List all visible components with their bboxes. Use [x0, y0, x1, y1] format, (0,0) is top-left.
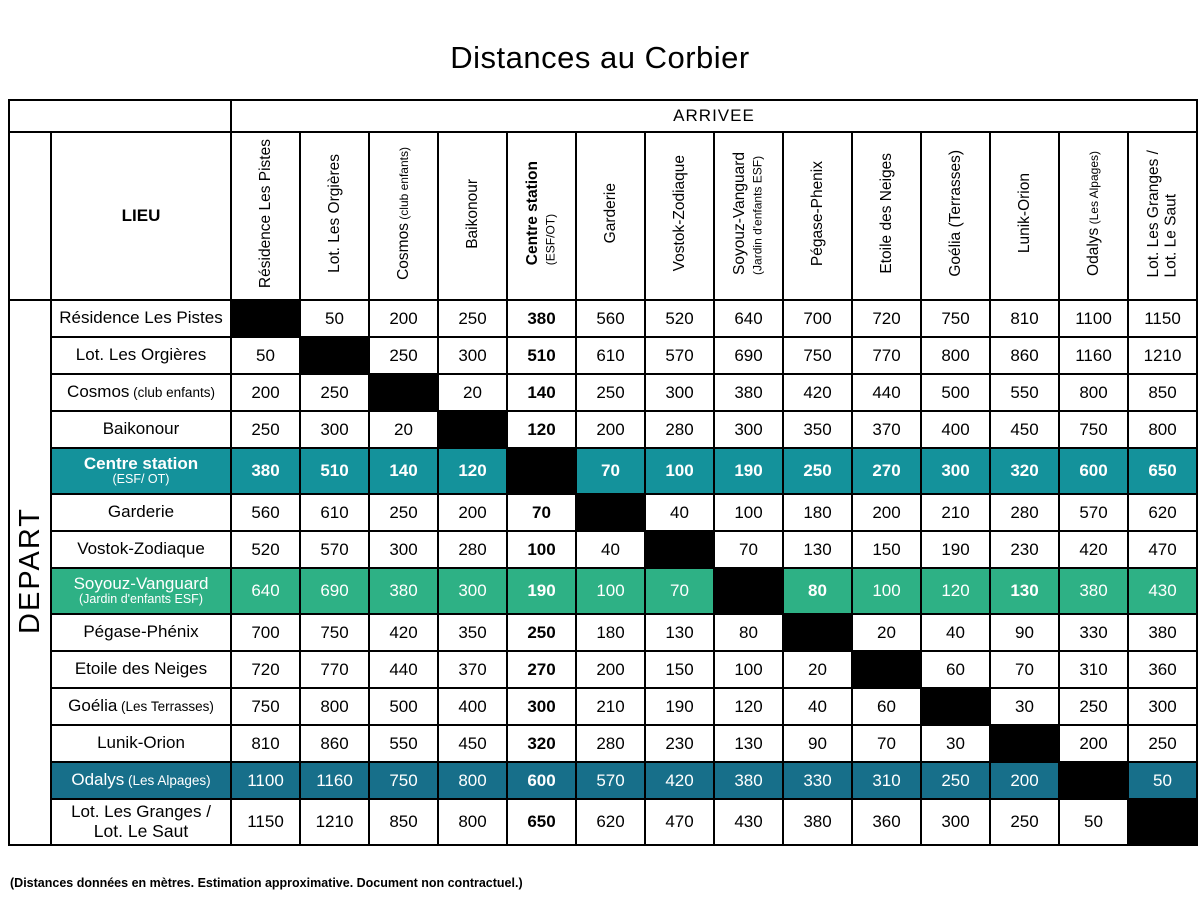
row-header: Pégase-Phénix [51, 614, 231, 651]
distance-cell: 360 [1128, 651, 1197, 688]
distance-cell: 200 [576, 411, 645, 448]
column-header [369, 132, 438, 300]
distance-cell: 250 [438, 300, 507, 337]
column-header-text: Lot. Les Granges / Lot. Le Saut [1145, 149, 1180, 278]
distance-cell: 570 [576, 762, 645, 799]
distance-cell: 330 [1059, 614, 1128, 651]
distance-cell: 250 [507, 614, 576, 651]
distance-cell: 1100 [1059, 300, 1128, 337]
table-row [9, 799, 1197, 845]
distance-cell: 1100 [231, 762, 300, 799]
distance-cell: 40 [576, 531, 645, 568]
distance-cell: 720 [852, 300, 921, 337]
distance-cell: 250 [921, 762, 990, 799]
depart-header-text: DEPART [13, 506, 46, 634]
distance-cell: 140 [507, 374, 576, 411]
distance-cell: 120 [507, 411, 576, 448]
distance-cell: 40 [645, 494, 714, 531]
distance-cell: 400 [921, 411, 990, 448]
distance-cell: 50 [1059, 799, 1128, 845]
diagonal-cell [1128, 799, 1197, 845]
diagonal-cell [438, 411, 507, 448]
arrivee-row [9, 100, 1197, 132]
row-header: Lot. Les Orgières [51, 337, 231, 374]
distance-cell: 60 [921, 651, 990, 688]
table-row [9, 300, 1197, 337]
distance-cell: 150 [645, 651, 714, 688]
distance-cell: 190 [921, 531, 990, 568]
distance-cell: 750 [369, 762, 438, 799]
distance-cell: 30 [921, 725, 990, 762]
row-header: Lot. Les Granges / Lot. Le Saut [51, 799, 231, 845]
distance-cell: 1160 [300, 762, 369, 799]
distance-cell: 380 [783, 799, 852, 845]
distance-cell: 1160 [1059, 337, 1128, 374]
table-row [9, 337, 1197, 374]
distance-cell: 180 [783, 494, 852, 531]
distance-cell: 100 [714, 651, 783, 688]
distance-cell: 130 [990, 568, 1059, 614]
distance-matrix-wrap [8, 99, 1200, 846]
arrivee-header: ARRIVEE [231, 100, 1197, 132]
distance-cell: 370 [852, 411, 921, 448]
distance-cell: 130 [714, 725, 783, 762]
distance-cell: 1150 [1128, 300, 1197, 337]
distance-cell: 80 [714, 614, 783, 651]
distance-cell: 70 [852, 725, 921, 762]
distance-cell: 200 [369, 300, 438, 337]
table-row [9, 531, 1197, 568]
distance-cell: 850 [369, 799, 438, 845]
distance-cell: 550 [369, 725, 438, 762]
table-row [9, 568, 1197, 614]
distance-cell: 250 [300, 374, 369, 411]
distance-cell: 800 [438, 799, 507, 845]
distance-cell: 330 [783, 762, 852, 799]
distance-cell: 250 [1059, 688, 1128, 725]
distance-cell: 300 [921, 799, 990, 845]
distance-cell: 470 [1128, 531, 1197, 568]
table-row [9, 688, 1197, 725]
distance-cell: 350 [783, 411, 852, 448]
row-header: Centre station (ESF/ OT) [51, 448, 231, 494]
distance-cell: 230 [645, 725, 714, 762]
distance-cell: 320 [990, 448, 1059, 494]
diagonal-cell [369, 374, 438, 411]
table-row [9, 614, 1197, 651]
distance-cell: 520 [645, 300, 714, 337]
distance-cell: 200 [1059, 725, 1128, 762]
column-header-text: Cosmos (club enfants) [394, 147, 412, 280]
row-header: Goélia (Les Terrasses) [51, 688, 231, 725]
distance-cell: 380 [714, 374, 783, 411]
distance-cell: 380 [369, 568, 438, 614]
distance-cell: 380 [1128, 614, 1197, 651]
distance-cell: 120 [921, 568, 990, 614]
row-header: Soyouz-Vanguard (Jardin d'enfants ESF) [51, 568, 231, 614]
distance-cell: 750 [921, 300, 990, 337]
distance-cell: 800 [438, 762, 507, 799]
diagonal-cell [507, 448, 576, 494]
column-header-text: Odalys (Les Alpages) [1084, 151, 1102, 276]
distance-cell: 100 [507, 531, 576, 568]
diagonal-cell [645, 531, 714, 568]
distance-cell: 400 [438, 688, 507, 725]
distance-cell: 300 [369, 531, 438, 568]
distance-cell: 610 [300, 494, 369, 531]
distance-cell: 70 [576, 448, 645, 494]
distance-cell: 510 [507, 337, 576, 374]
distance-cell: 100 [645, 448, 714, 494]
distance-cell: 50 [231, 337, 300, 374]
table-row [9, 411, 1197, 448]
distance-cell: 250 [1128, 725, 1197, 762]
distance-cell: 70 [645, 568, 714, 614]
distance-cell: 570 [1059, 494, 1128, 531]
distance-cell: 70 [714, 531, 783, 568]
distance-cell: 80 [783, 568, 852, 614]
distance-cell: 300 [645, 374, 714, 411]
row-header: Vostok-Zodiaque [51, 531, 231, 568]
distance-cell: 810 [990, 300, 1059, 337]
distance-cell: 690 [300, 568, 369, 614]
distance-cell: 650 [1128, 448, 1197, 494]
distance-matrix-table [8, 99, 1198, 846]
diagonal-cell [714, 568, 783, 614]
row-header: Baikonour [51, 411, 231, 448]
distance-cell: 560 [576, 300, 645, 337]
distance-cell: 100 [714, 494, 783, 531]
distance-cell: 120 [438, 448, 507, 494]
column-header-text: Garderie [601, 183, 619, 244]
distance-cell: 180 [576, 614, 645, 651]
distance-cell: 750 [231, 688, 300, 725]
diagonal-cell [990, 725, 1059, 762]
distance-cell: 750 [300, 614, 369, 651]
distance-cell: 570 [300, 531, 369, 568]
column-header [438, 132, 507, 300]
distance-cell: 650 [507, 799, 576, 845]
distance-cell: 440 [369, 651, 438, 688]
distance-cell: 300 [300, 411, 369, 448]
distance-cell: 300 [438, 568, 507, 614]
distance-cell: 510 [300, 448, 369, 494]
distance-cell: 570 [645, 337, 714, 374]
distance-cell: 770 [300, 651, 369, 688]
distance-cell: 380 [507, 300, 576, 337]
corner-blank [9, 100, 231, 132]
distance-cell: 750 [783, 337, 852, 374]
distance-cell: 800 [921, 337, 990, 374]
distance-cell: 300 [921, 448, 990, 494]
distance-cell: 230 [990, 531, 1059, 568]
column-header [576, 132, 645, 300]
distance-cell: 420 [1059, 531, 1128, 568]
distance-cell: 20 [783, 651, 852, 688]
distance-cell: 430 [1128, 568, 1197, 614]
column-header [1128, 132, 1197, 300]
distance-cell: 770 [852, 337, 921, 374]
column-header-row [9, 132, 1197, 300]
distance-cell: 210 [576, 688, 645, 725]
distance-cell: 60 [852, 688, 921, 725]
distance-cell: 200 [852, 494, 921, 531]
distance-cell: 250 [990, 799, 1059, 845]
diagonal-cell [1059, 762, 1128, 799]
distance-cell: 360 [852, 799, 921, 845]
distance-cell: 140 [369, 448, 438, 494]
distance-cell: 280 [576, 725, 645, 762]
distance-cell: 640 [714, 300, 783, 337]
distance-cell: 300 [438, 337, 507, 374]
distance-cell: 270 [852, 448, 921, 494]
distance-cell: 700 [231, 614, 300, 651]
diagonal-cell [921, 688, 990, 725]
column-header-text: Etoile des Neiges [877, 153, 895, 274]
distance-cell: 250 [231, 411, 300, 448]
column-header-text: Goélia (Terrasses) [946, 150, 964, 277]
column-header-text: Vostok-Zodiaque [670, 155, 688, 272]
distance-cell: 1210 [300, 799, 369, 845]
distance-cell: 130 [783, 531, 852, 568]
corner-blank [9, 132, 51, 300]
distance-cell: 100 [576, 568, 645, 614]
distance-cell: 20 [852, 614, 921, 651]
distance-cell: 300 [714, 411, 783, 448]
distance-cell: 210 [921, 494, 990, 531]
column-header [990, 132, 1059, 300]
column-header [714, 132, 783, 300]
distance-cell: 430 [714, 799, 783, 845]
distance-cell: 500 [369, 688, 438, 725]
column-header-text: Soyouz-Vanguard (Jardin d'enfants ESF) [731, 152, 765, 275]
distance-cell: 520 [231, 531, 300, 568]
diagonal-cell [783, 614, 852, 651]
table-row [9, 494, 1197, 531]
row-header: Garderie [51, 494, 231, 531]
distance-cell: 40 [921, 614, 990, 651]
distance-cell: 40 [783, 688, 852, 725]
distance-cell: 280 [645, 411, 714, 448]
distance-cell: 610 [576, 337, 645, 374]
distance-cell: 200 [990, 762, 1059, 799]
distance-cell: 800 [1128, 411, 1197, 448]
distance-cell: 280 [990, 494, 1059, 531]
column-header [300, 132, 369, 300]
distance-cell: 380 [1059, 568, 1128, 614]
distance-cell: 310 [1059, 651, 1128, 688]
distance-cell: 440 [852, 374, 921, 411]
distance-cell: 600 [507, 762, 576, 799]
column-header [645, 132, 714, 300]
table-row [9, 374, 1197, 411]
distance-cell: 1210 [1128, 337, 1197, 374]
footer-note: (Distances données en mètres. Estimation approximative. Document non contractuel.) [10, 876, 523, 890]
distance-cell: 810 [231, 725, 300, 762]
distance-cell: 300 [507, 688, 576, 725]
distance-cell: 600 [1059, 448, 1128, 494]
distance-cell: 90 [990, 614, 1059, 651]
distance-cell: 380 [231, 448, 300, 494]
table-row [9, 651, 1197, 688]
row-header: Etoile des Neiges [51, 651, 231, 688]
column-header [783, 132, 852, 300]
distance-cell: 120 [714, 688, 783, 725]
distance-cell: 860 [300, 725, 369, 762]
distance-cell: 310 [852, 762, 921, 799]
column-header-text: Lot. Les Orgières [325, 154, 343, 273]
distance-cell: 1150 [231, 799, 300, 845]
distance-cell: 200 [231, 374, 300, 411]
distance-cell: 190 [645, 688, 714, 725]
distance-cell: 420 [645, 762, 714, 799]
distance-cell: 560 [231, 494, 300, 531]
distance-cell: 150 [852, 531, 921, 568]
diagonal-cell [231, 300, 300, 337]
distance-cell: 500 [921, 374, 990, 411]
diagonal-cell [576, 494, 645, 531]
distance-cell: 620 [576, 799, 645, 845]
column-header [1059, 132, 1128, 300]
distance-cell: 90 [783, 725, 852, 762]
distance-cell: 70 [990, 651, 1059, 688]
distance-cell: 20 [438, 374, 507, 411]
diagonal-cell [852, 651, 921, 688]
column-header-text: Lunik-Orion [1015, 173, 1033, 254]
lieu-header: LIEU [51, 132, 231, 300]
column-header-text: Baikonour [463, 178, 481, 249]
distance-cell: 860 [990, 337, 1059, 374]
row-header: Lunik-Orion [51, 725, 231, 762]
depart-header [9, 300, 51, 845]
distance-cell: 70 [507, 494, 576, 531]
column-header [231, 132, 300, 300]
distance-cell: 270 [507, 651, 576, 688]
distance-cell: 620 [1128, 494, 1197, 531]
distance-cell: 300 [1128, 688, 1197, 725]
distance-cell: 280 [438, 531, 507, 568]
distance-cell: 800 [1059, 374, 1128, 411]
distance-cell: 450 [990, 411, 1059, 448]
distance-cell: 200 [438, 494, 507, 531]
distance-cell: 470 [645, 799, 714, 845]
diagonal-cell [300, 337, 369, 374]
table-row [9, 762, 1197, 799]
distance-cell: 420 [369, 614, 438, 651]
page-title: Distances au Corbier [450, 40, 750, 75]
distance-cell: 190 [507, 568, 576, 614]
distance-cell: 750 [1059, 411, 1128, 448]
row-header: Cosmos (club enfants) [51, 374, 231, 411]
column-header-text: Centre station (ESF/OT) [524, 161, 558, 266]
distance-cell: 420 [783, 374, 852, 411]
distance-cell: 690 [714, 337, 783, 374]
distance-cell: 850 [1128, 374, 1197, 411]
distance-cell: 50 [300, 300, 369, 337]
distance-cell: 450 [438, 725, 507, 762]
distance-cell: 370 [438, 651, 507, 688]
distance-cell: 250 [783, 448, 852, 494]
distance-cell: 720 [231, 651, 300, 688]
distance-cell: 350 [438, 614, 507, 651]
distance-cell: 380 [714, 762, 783, 799]
distance-cell: 320 [507, 725, 576, 762]
row-header: Résidence Les Pistes [51, 300, 231, 337]
distance-cell: 800 [300, 688, 369, 725]
distance-cell: 550 [990, 374, 1059, 411]
distance-cell: 20 [369, 411, 438, 448]
distance-cell: 250 [369, 494, 438, 531]
distance-cell: 100 [852, 568, 921, 614]
column-header-text: Pégase-Phenix [808, 160, 826, 267]
distance-cell: 200 [576, 651, 645, 688]
column-header [852, 132, 921, 300]
distance-cell: 50 [1128, 762, 1197, 799]
distance-cell: 700 [783, 300, 852, 337]
column-header-text: Résidence Les Pistes [256, 138, 274, 289]
distance-cell: 250 [576, 374, 645, 411]
table-row [9, 725, 1197, 762]
column-header [921, 132, 990, 300]
distance-cell: 640 [231, 568, 300, 614]
distance-cell: 30 [990, 688, 1059, 725]
row-header: Odalys (Les Alpages) [51, 762, 231, 799]
table-row [9, 448, 1197, 494]
distance-cell: 190 [714, 448, 783, 494]
distance-cell: 250 [369, 337, 438, 374]
distance-cell: 130 [645, 614, 714, 651]
column-header [507, 132, 576, 300]
